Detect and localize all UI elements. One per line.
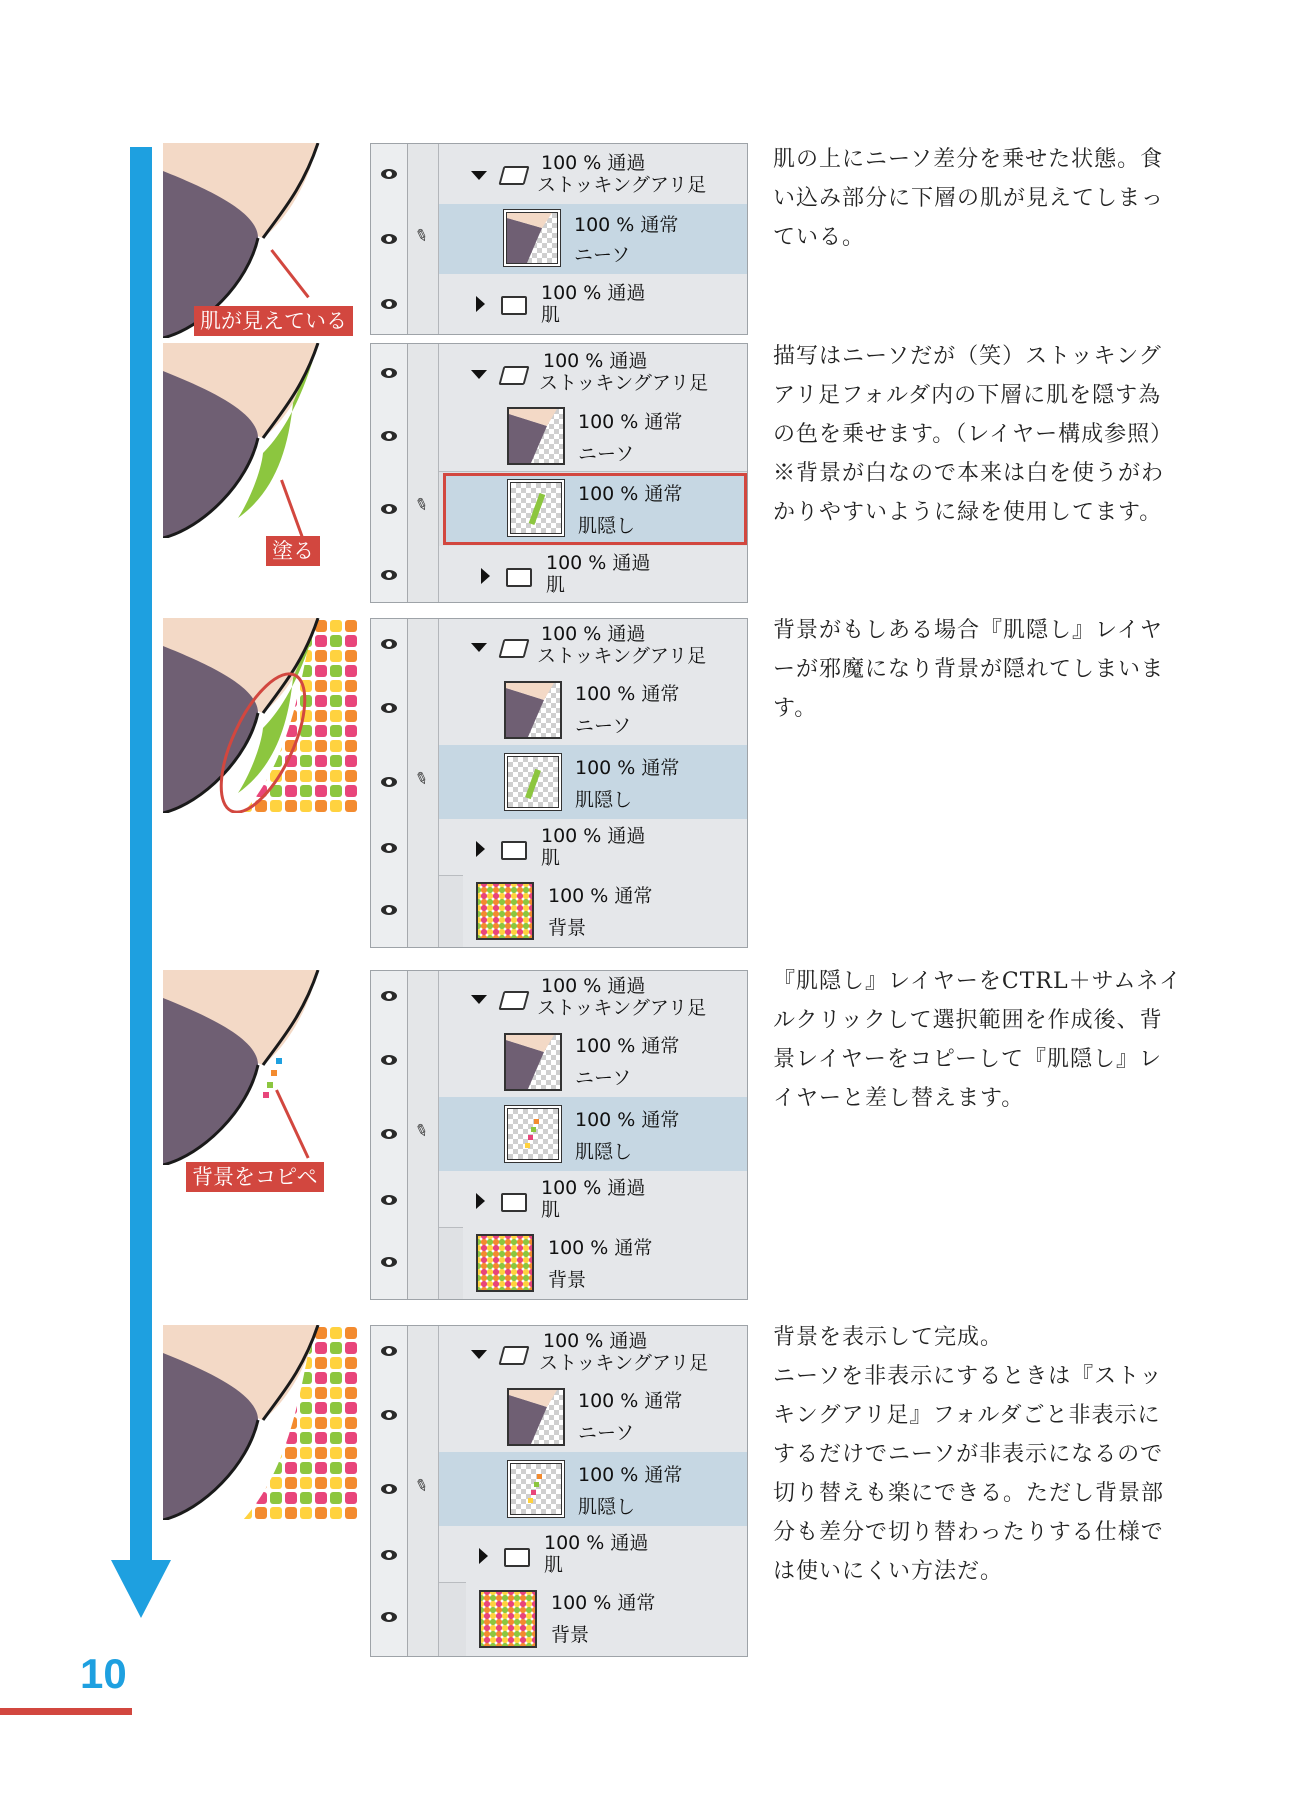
expand-triangle-icon[interactable]: [471, 995, 487, 1004]
layer-row[interactable]: 100 % 通過 ストッキングアリ足: [371, 971, 747, 1025]
step4-illustration: [163, 970, 358, 1165]
pencil-icon: ✎: [412, 1474, 432, 1497]
step1-description: 肌の上にニーソ差分を乗せた状態。食い込み部分に下層の肌が見えてしまっている。: [773, 147, 1165, 250]
collapse-triangle-icon[interactable]: [476, 841, 485, 857]
layer-row[interactable]: 100 % 通過 肌: [371, 819, 747, 875]
step5-layer-panel: [370, 1325, 748, 1657]
step3-description: 背景がもしある場合『肌隠し』レイヤーが邪魔になり背景が隠れてしまいます。: [773, 618, 1165, 721]
collapse-triangle-icon[interactable]: [476, 296, 485, 312]
eye-icon[interactable]: [381, 991, 397, 1001]
step4-layer-panel: [370, 970, 748, 1300]
layer-row[interactable]: 100 % 通過 ストッキングアリ足: [371, 344, 747, 399]
eye-icon[interactable]: [381, 1410, 397, 1420]
layer-thumbnail: [476, 1234, 534, 1292]
eye-icon[interactable]: [381, 777, 397, 787]
layer-row[interactable]: 100 % 通常 ニーソ: [371, 1025, 747, 1097]
layer-thumbnail: [503, 209, 561, 267]
expand-triangle-icon[interactable]: [471, 1350, 487, 1359]
folder-icon: [501, 1193, 527, 1212]
layer-row[interactable]: 100 % 通常 ニーソ: [371, 673, 747, 745]
eye-icon[interactable]: [381, 905, 397, 915]
eye-icon[interactable]: [381, 703, 397, 713]
step2-illustration: [163, 343, 358, 538]
layer-row[interactable]: 100 % 通常 背景: [371, 1582, 747, 1656]
eye-icon[interactable]: [381, 368, 397, 378]
expand-triangle-icon[interactable]: [471, 370, 487, 379]
pencil-icon: ✎: [412, 493, 432, 516]
folder-open-icon: [498, 1346, 529, 1365]
step5-illustration: [163, 1325, 358, 1520]
step3-layer-panel: [370, 618, 748, 948]
layer-row[interactable]: 100 % 通常 背景: [371, 1227, 747, 1299]
eye-icon[interactable]: [381, 1195, 397, 1205]
layer-row[interactable]: ✎ 100 % 通常 肌隠し: [371, 1097, 747, 1171]
eye-icon[interactable]: [381, 1055, 397, 1065]
expand-triangle-icon[interactable]: [471, 643, 487, 652]
eye-icon[interactable]: [381, 1257, 397, 1267]
layer-thumbnail: [504, 753, 562, 811]
collapse-triangle-icon[interactable]: [481, 568, 490, 584]
layer-row[interactable]: ✎ 100 % 通常 肌隠し: [371, 745, 747, 819]
step3-illustration: [163, 618, 358, 813]
eye-icon[interactable]: [381, 1612, 397, 1622]
folder-icon: [501, 296, 527, 315]
pencil-icon: ✎: [412, 1119, 432, 1142]
folder-open-icon: [498, 991, 529, 1010]
eye-icon[interactable]: [381, 843, 397, 853]
step2-callout: 塗る: [266, 536, 320, 566]
pencil-icon: ✎: [412, 224, 432, 247]
expand-triangle-icon[interactable]: [471, 171, 487, 180]
step1-layer-panel: [370, 143, 748, 335]
layer-thumbnail: [507, 479, 565, 537]
eye-icon[interactable]: [381, 504, 397, 514]
eye-icon[interactable]: [381, 299, 397, 309]
eye-icon[interactable]: [381, 431, 397, 441]
eye-icon[interactable]: [381, 1129, 397, 1139]
page-number-underline: [0, 1708, 132, 1715]
folder-open-icon: [498, 639, 529, 658]
folder-icon: [506, 568, 532, 587]
layer-thumbnail: [504, 1033, 562, 1091]
step2-description: 描写はニーソだが（笑）ストッキングアリ足フォルダ内の下層に肌を隠す為の色を乗せます。（レイヤー構成参照） ※背景が白なので本来は白を使うがわかりやすいように緑を使用してます。: [773, 344, 1174, 525]
folder-icon: [504, 1548, 530, 1567]
layer-thumbnail: [507, 1460, 565, 1518]
layer-row[interactable]: 100 % 通常 ニーソ: [371, 1380, 747, 1452]
eye-icon[interactable]: [381, 1550, 397, 1560]
layer-thumbnail: [507, 1388, 565, 1446]
flow-arrow-shaft: [130, 147, 152, 1562]
layer-row[interactable]: 100 % 通過 肌: [371, 546, 747, 602]
step4-description: 『肌隠し』レイヤーをCTRL＋サムネイルクリックして選択範囲を作成後、背景レイヤーをコピーして『肌隠し』レイヤーと差し替えます。: [773, 969, 1183, 1111]
layer-thumbnail: [504, 1105, 562, 1163]
page-number: 10: [80, 1650, 127, 1697]
folder-icon: [501, 841, 527, 860]
layer-row[interactable]: 100 % 通過 ストッキングアリ足: [371, 144, 747, 204]
folder-open-icon: [498, 366, 529, 385]
layer-thumbnail: [507, 407, 565, 465]
layer-row[interactable]: 100 % 通常 背景: [371, 875, 747, 947]
collapse-triangle-icon[interactable]: [476, 1193, 485, 1209]
collapse-triangle-icon[interactable]: [479, 1548, 488, 1564]
layer-row[interactable]: ✎ 100 % 通常 肌隠し: [371, 1452, 747, 1526]
layer-thumbnail: [504, 681, 562, 739]
layer-row[interactable]: ✎ 100 % 通常 ニーソ: [371, 204, 747, 274]
layer-row[interactable]: ✎ 100 % 通常 肌隠し: [371, 471, 747, 546]
layer-row[interactable]: 100 % 通常 ニーソ: [371, 399, 747, 471]
eye-icon[interactable]: [381, 639, 397, 649]
step4-callout: 背景をコピペ: [186, 1162, 324, 1192]
eye-icon[interactable]: [381, 169, 397, 179]
step5-description: 背景を表示して完成。 ニーソを非表示にするときは『ストッキングアリ足』フォルダごと非表示にするだけでニーソが非表示になるので切り替えも楽にできる。ただし背景部分も差分で切り替わったりする仕様では使いにくい方法だ。: [773, 1325, 1165, 1584]
layer-row[interactable]: 100 % 通過 ストッキングアリ足: [371, 619, 747, 673]
eye-icon[interactable]: [381, 570, 397, 580]
eye-icon[interactable]: [381, 1346, 397, 1356]
eye-icon[interactable]: [381, 1484, 397, 1494]
pencil-icon: ✎: [412, 767, 432, 790]
layer-thumbnail: [479, 1590, 537, 1648]
eye-icon[interactable]: [381, 234, 397, 244]
flow-arrow-head: [111, 1560, 171, 1618]
folder-open-icon: [498, 166, 529, 185]
layer-row[interactable]: 100 % 通過 肌: [371, 274, 747, 334]
step1-callout: 肌が見えている: [194, 306, 353, 336]
layer-row[interactable]: 100 % 通過 肌: [371, 1526, 747, 1582]
layer-row[interactable]: 100 % 通過 ストッキングアリ足: [371, 1326, 747, 1380]
step2-layer-panel: [370, 343, 748, 603]
layer-row[interactable]: 100 % 通過 肌: [371, 1171, 747, 1227]
layer-thumbnail: [476, 882, 534, 940]
